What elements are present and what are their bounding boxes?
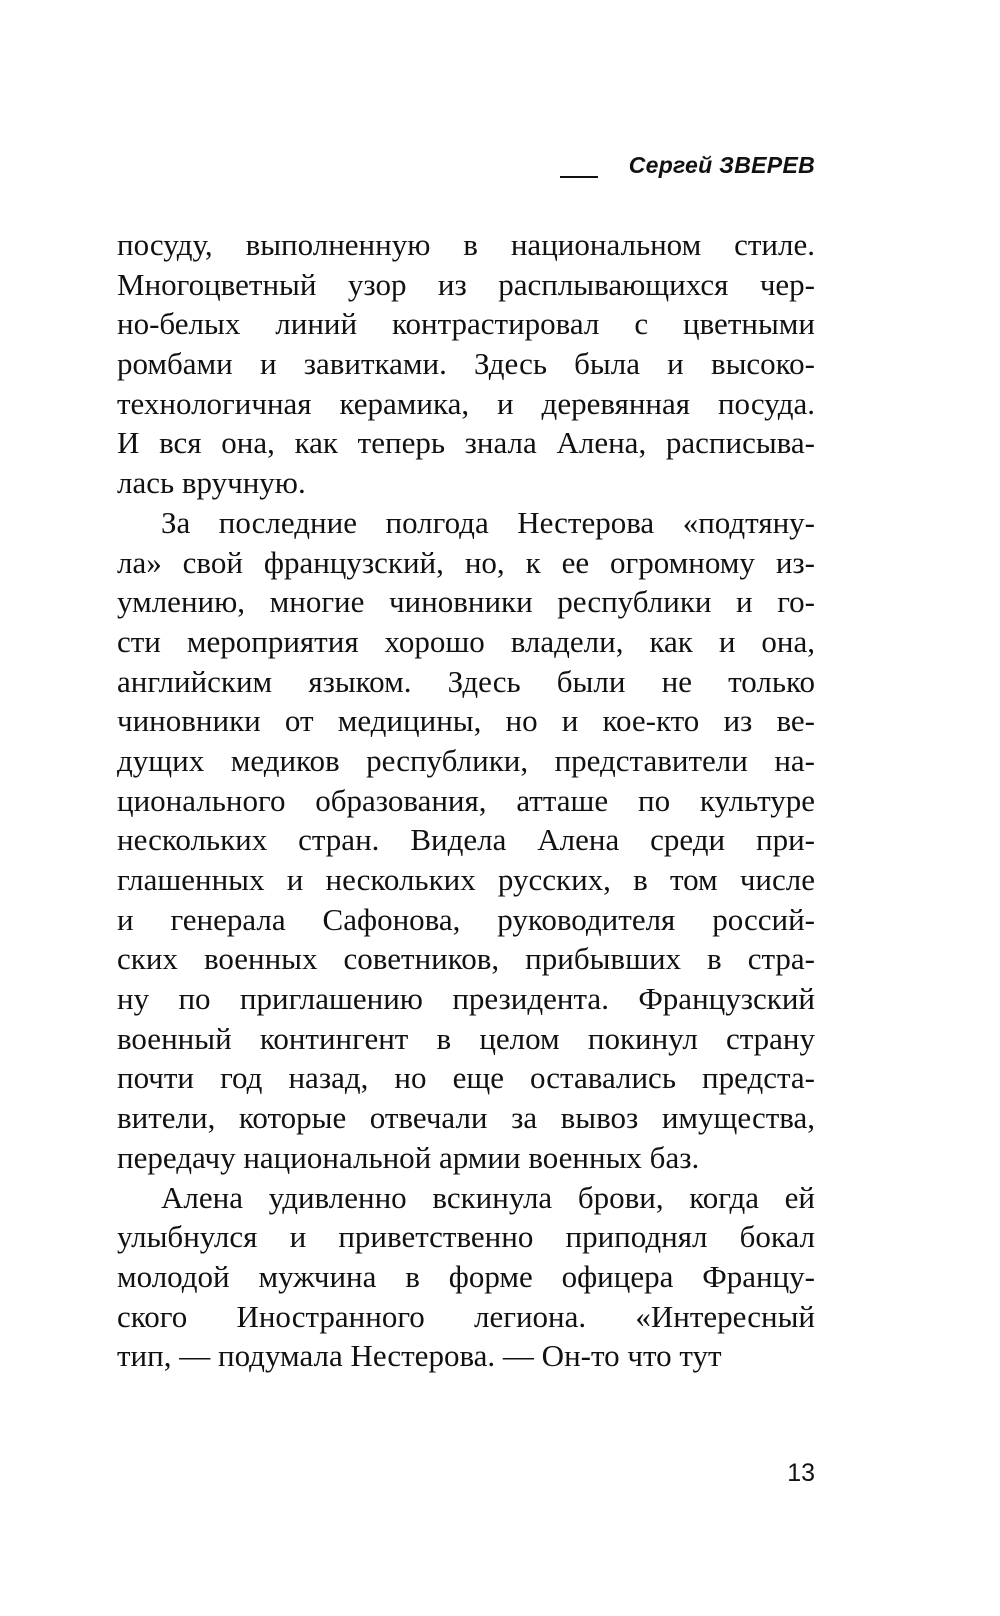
text-line: посуду, выполненную в национальном стиле.: [117, 227, 815, 262]
text-line: и генерала Сафонова, руководителя россий-: [117, 901, 815, 937]
text-line: улыбнулся и приветственно приподнял бокал: [117, 1219, 815, 1255]
text-line: дущих медиков республики, представители на-: [117, 742, 815, 778]
text-line: ну по приглашению президента. Французский: [117, 981, 815, 1017]
text-line: За последние полгода Нестерова «подтяну-: [161, 504, 815, 540]
text-line: ционального образования, атташе по культуре: [117, 782, 815, 818]
text-line: ских военных советников, прибывших в стра-: [117, 941, 815, 977]
text-line: молодой мужчина в форме офицера Францу-: [117, 1258, 815, 1294]
text-line: технологичная керамика, и деревянная посуда.: [117, 385, 815, 421]
text-line: ромбами и завитками. Здесь была и высоко-: [117, 346, 815, 382]
text-line: английским языком. Здесь были не только: [117, 663, 815, 699]
text-line: почти год назад, но еще оставались предста-: [117, 1060, 815, 1096]
text-line: И вся она, как теперь знала Алена, расписыва-: [117, 425, 815, 461]
text-line: передачу национальной армии военных баз.: [117, 1139, 700, 1175]
paragraph: [117, 1178, 815, 1376]
text-line: военный контингент в целом покинул страну: [117, 1020, 815, 1056]
text-line: нескольких стран. Видела Алена среди при-: [117, 822, 815, 858]
text-line: ского Иностранного легиона. «Интересный: [117, 1298, 815, 1334]
text-line: сти мероприятия хорошо владели, как и она,: [117, 623, 815, 659]
running-head: [560, 150, 815, 180]
text-line: чиновники от медицины, но и кое-кто из ве-: [117, 703, 815, 739]
text-line: вители, которые отвечали за вывоз имущества,: [117, 1100, 815, 1136]
text-line: умлению, многие чиновники республики и го-: [117, 584, 815, 620]
text-line: ла» свой французский, но, к ее огромному из-: [117, 544, 815, 580]
author-name: Сергей ЗВЕРЕВ: [628, 152, 815, 178]
paragraph: [117, 503, 815, 1178]
text-line: глашенных и нескольких русских, в том числе: [117, 862, 815, 897]
page-number: 13: [787, 1459, 815, 1487]
paragraph: [117, 225, 815, 503]
body-text: [117, 225, 815, 1376]
text-line: но-белых линий контрастировал с цветными: [117, 306, 815, 342]
text-line: Многоцветный узор из расплывающихся чер-: [117, 266, 815, 302]
header-rule: [560, 176, 598, 178]
text-line: тип, — подумала Нестерова. — Он-то что тут: [117, 1338, 722, 1374]
text-line: лась вручную.: [117, 465, 306, 501]
text-line: Алена удивленно вскинула брови, когда ей: [161, 1179, 815, 1215]
